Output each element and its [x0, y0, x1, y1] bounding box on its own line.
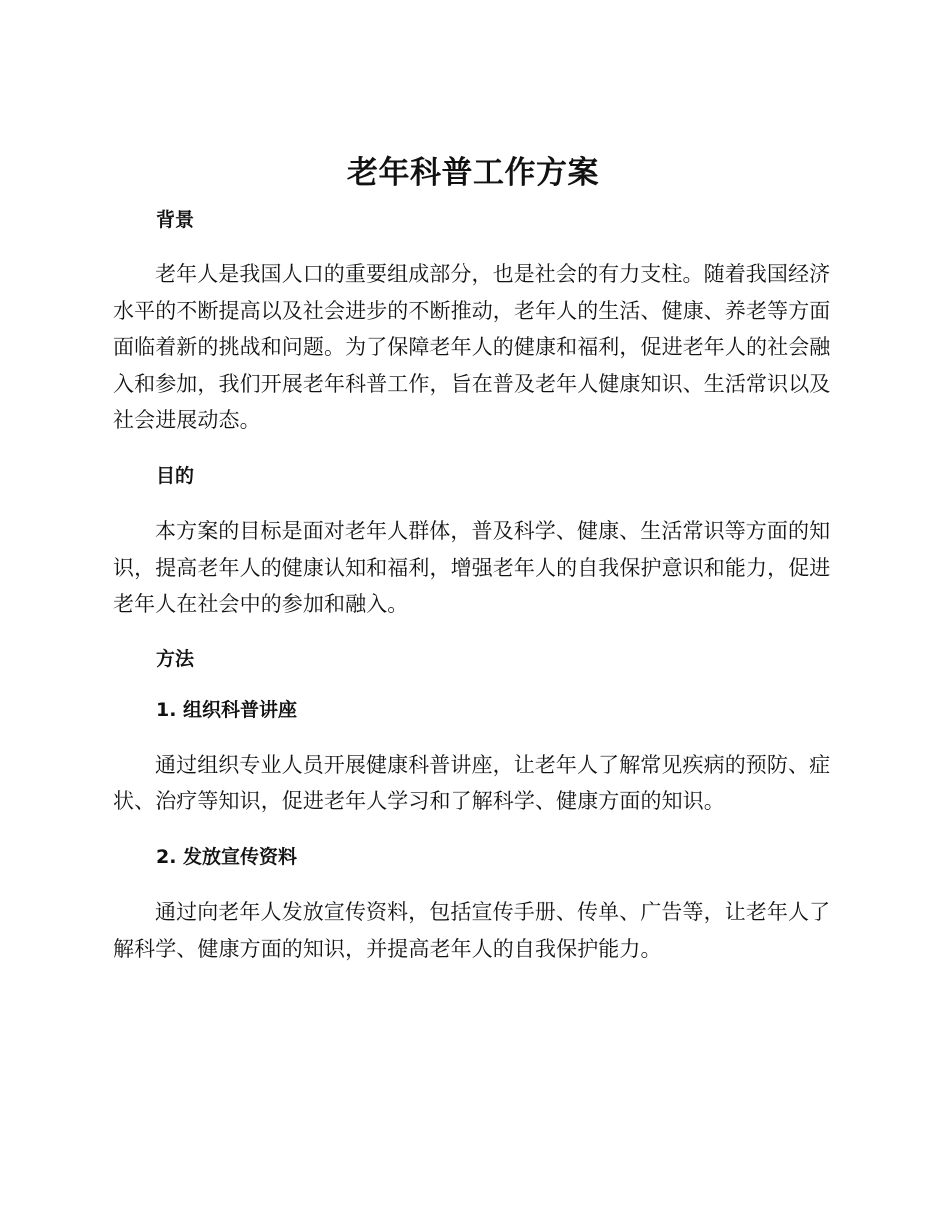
section-heading-background: 背景	[156, 209, 195, 231]
section-text-background: 老年人是我国人口的重要组成部分，也是社会的有力支柱。随着我国经济水平的不断提高以及社会进步的不断推动，老年人的生活、健康、养老等方面面临着新的挑战和问题。为了保障老年人的健康和福利，促进老年人的社会融入和参加，我们开展老年科普工作，旨在普及老年人健康知识、生活常识以及社会进展动态。	[113, 262, 831, 433]
section-text-goal: 本方案的目标是面对老年人群体，普及科学、健康、生活常识等方面的知识，提高老年人的健康认知和福利，增强老年人的自我保护意识和能力，促进老年人在社会中的参加和融入。	[113, 518, 831, 617]
section-heading-goal: 目的	[156, 464, 195, 487]
method-item-text-materials: 通过向老年人发放宣传资料，包括宣传手册、传单、广告等，让老年人了解科学、健康方面的知识，并提高老年人的自我保护能力。	[113, 899, 831, 961]
method-item-text-lecture: 通过组织专业人员开展健康科普讲座，让老年人了解常见疾病的预防、症状、治疗等知识，促进老年人学习和了解科学、健康方面的知识。	[113, 752, 831, 814]
document-body	[113, 150, 833, 967]
document-title: 老年科普工作方案	[347, 155, 599, 191]
section-heading-method: 方法	[156, 647, 195, 670]
method-item-heading-lecture: 1. 组织科普讲座	[156, 698, 298, 721]
method-item-heading-materials: 2. 发放宣传资料	[156, 845, 298, 868]
